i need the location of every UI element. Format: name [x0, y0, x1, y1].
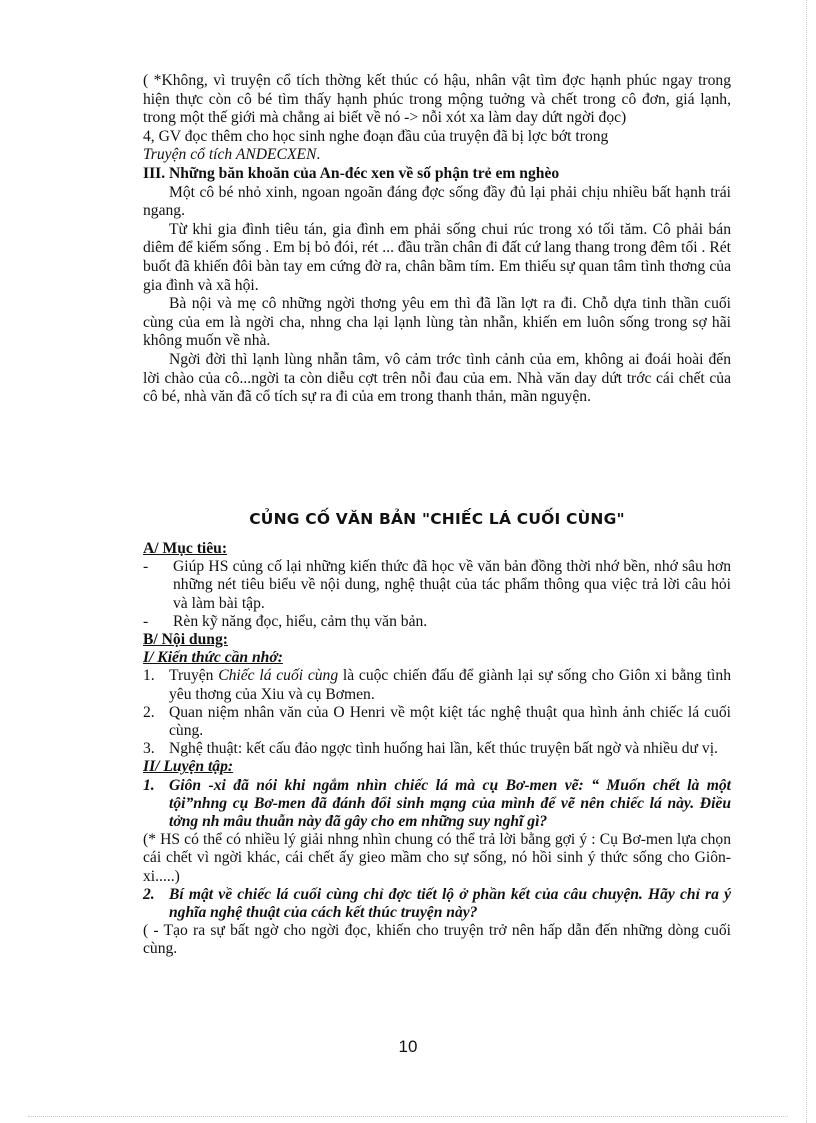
page-number: 10 — [398, 1037, 418, 1056]
item-number: 1. — [143, 667, 155, 685]
list-item — [143, 667, 731, 703]
item-number: 2. — [143, 703, 155, 721]
book-title: Truyện cổ tích ANDECXEN — [143, 146, 317, 164]
paragraph-answer: ( *Không, vì truyện cổ tích thờng kết thúc có hậu, nhân vật tìm đợc hạnh phúc ngay trong hiện thực còn cô bé tìm thấy hạnh phúc trong mộng tuởng và chết trong cô đơn, giá lạnh, trong một thế giới mà chẳng ai biết về nó -> nỗi xót xa làm day dứt ngời đọc) — [143, 72, 731, 127]
question-number: 1. — [143, 776, 155, 794]
item-text — [169, 667, 731, 703]
bottom-border — [28, 1116, 788, 1117]
heading-kien-thuc: I/ Kiến thức cần nhớ: — [143, 649, 283, 667]
paragraph-teacher-reading — [143, 128, 731, 165]
goal-text: Giúp HS củng cố lại những kiến thức đã học về văn bản đồng thời nhớ bền, nhớ sâu hơn những nét tiêu biểu về nội dung, nghệ thuật của tác phẩm thông qua việc trả lời câu hỏi và làm bài tập. — [173, 558, 731, 612]
section-andersen — [143, 72, 731, 407]
list-item — [143, 740, 731, 758]
teacher-reading-text: 4, GV đọc thêm cho học sinh nghe đoạn đầu của truyện đã bị lợc bớt trong — [143, 127, 609, 145]
right-border — [806, 0, 807, 1123]
story-title: Chiếc lá cuối cùng — [218, 667, 339, 685]
list-item — [143, 558, 731, 613]
paragraph-family: Từ khi gia đình tiêu tán, gia đình em phải sống chui rúc trong xó tối tăm. Cô phải bán diêm để kiếm sống . Em bị bỏ đói, rét ... đầu trần chân đi đất cứ lang thang trong đêm tối . Rét buốt đã khiến đôi bàn tay em cứng đờ ra, chân bầm tím. Em thiếu sự quan tâm tình thơng của gia đình và xã hội. — [143, 220, 731, 294]
heading-noi-dung: B/ Nội dung: — [143, 631, 228, 649]
goal-text: Rèn kỹ năng đọc, hiểu, cảm thụ văn bản. — [173, 612, 428, 630]
heading-section-iii: III. Những băn khoăn của An-đéc xen về số phận trẻ em nghèo — [143, 164, 560, 182]
answer-text: (* HS có thể có nhiều lý giải nhng nhìn chung có thể trả lời bằng gợi ý : Cụ Bơ-men lựa chọn cái chết vì ngời khác, cái chết ấy gieo mầm cho sự sống, nó hồi sinh ý thức sống cho Giôn- xi.....) — [143, 831, 731, 885]
heading-muc-tieu: A/ Mục tiêu: — [143, 540, 228, 557]
paragraph-grandmother: Bà nội và mẹ cô những ngời thơng yêu em thì đã lần lợt ra đi. Chỗ dựa tinh thần cuối cùng của em là ngời cha, nhng cha lại lạnh lùng tàn nhẫn, khiến em luôn sống trong sợ hãi không muốn về nhà. — [143, 295, 731, 350]
paragraph-people: Ngời đời thì lạnh lùng nhẫn tâm, vô cảm trớc tình cảnh của em, không ai đoái hoài đến lời chào của cô...ngời ta còn diễu cợt trên nỗi đau của em. Nhà văn day dứt trớc cái chết của cô bé, nhà văn đã cổ tích sự ra đi của em trong thanh thản, mãn nguyện. — [143, 350, 731, 406]
section-chiec-la — [143, 540, 731, 959]
question-number: 2. — [143, 885, 155, 903]
period: . — [316, 146, 321, 164]
item-text: Nghệ thuật: kết cấu đảo ngợc tình huống hai lần, kết thúc truyện bất ngờ và nhiều dư vị. — [169, 740, 718, 758]
dash-marker: - — [143, 612, 149, 630]
question-item — [143, 886, 731, 922]
question-text: Giôn -xi đã nói khi ngắm nhìn chiếc lá mà cụ Bơ-men vẽ: “ Muốn chết là một tội”nhng cụ Bơ-men đã đánh đổi sinh mạng của mình để vẽ nên chiếc lá này. Điều tởng nh mâu thuẫn này đã gây cho em những suy nghĩ gì? — [169, 776, 731, 831]
answer-text: ( - Tạo ra sự bất ngờ cho ngời đọc, khiến cho truyện trở nên hấp dẫn đến những dòng cuối cùng. — [143, 922, 731, 958]
question-text: Bí mật về chiếc lá cuối cùng chỉ đợc tiết lộ ở phần kết của câu chuyện. Hãy chỉ ra ý nghĩa nghệ thuật của cách kết thúc truyện này? — [169, 885, 731, 922]
item-lead: Truyện — [169, 667, 219, 685]
dash-marker: - — [143, 558, 149, 576]
item-number: 3. — [143, 740, 155, 758]
list-item — [143, 704, 731, 740]
page-title: CỦNG CỐ VĂN BẢN "CHIẾC LÁ CUỐI CÙNG" — [249, 510, 625, 528]
heading-luyen-tap: II/ Luyện tập: — [143, 758, 234, 776]
item-rest: là cuộc chiến đấu để giành lại sự sống cho Giôn xi bằng tình yêu thơng của Xiu và cụ Bơmen. — [169, 667, 731, 703]
paragraph-girl-intro: Một cô bé nhỏ xinh, ngoan ngoãn đáng đợc sống đầy đủ lại phải chịu nhiều bất hạnh trái ngang. — [143, 183, 731, 220]
item-text: Quan niệm nhân văn của O Henri về một kiệt tác nghệ thuật qua hình ảnh chiếc lá cuối cùng. — [169, 703, 731, 740]
list-item — [143, 613, 731, 631]
question-item — [143, 777, 731, 832]
